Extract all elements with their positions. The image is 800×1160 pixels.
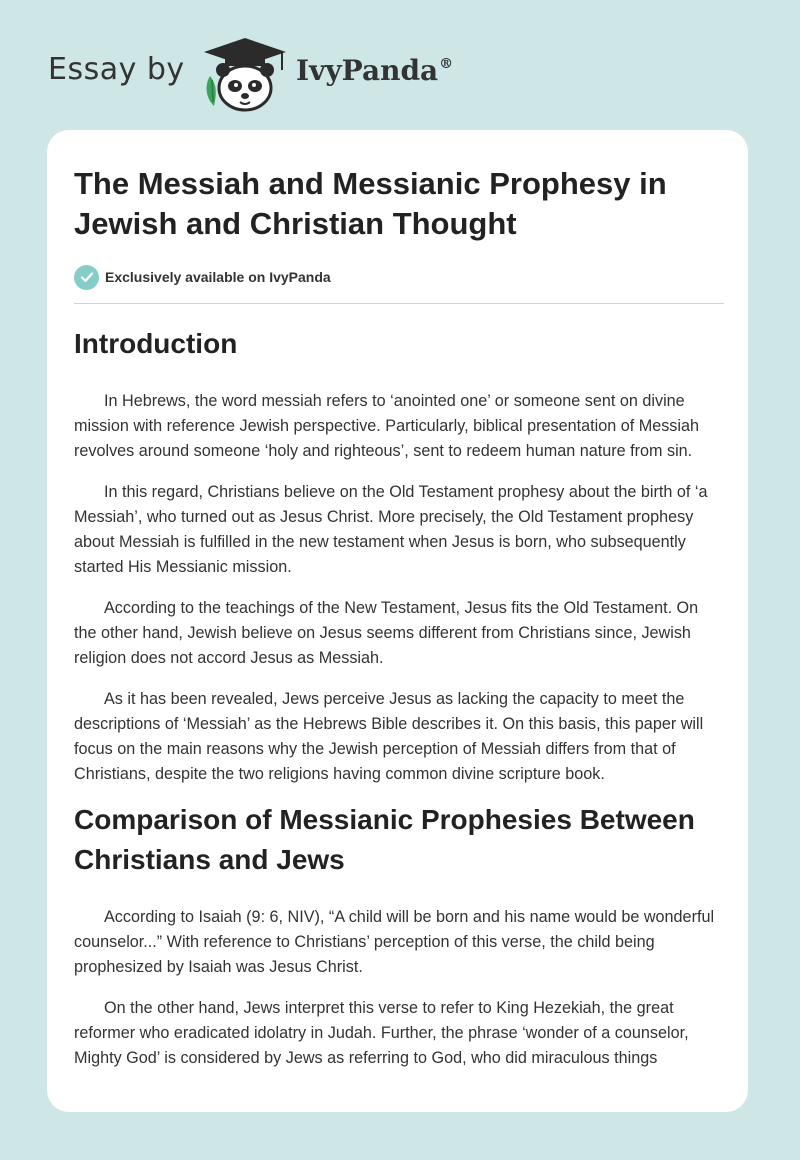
exclusive-badge-label: Exclusively available on IvyPanda bbox=[105, 269, 331, 285]
paragraph: According to Isaiah (9: 6, NIV), “A child will be born and his name would be wonderful counselor...” With reference to Christians’ perception of this verse, the child being prophesized by Isaiah was Jesus Christ. bbox=[74, 908, 715, 976]
exclusive-badge bbox=[74, 264, 331, 290]
divider bbox=[74, 303, 724, 304]
essay-by-label: Essay by bbox=[48, 52, 185, 87]
registered-mark: ® bbox=[439, 56, 454, 72]
section-heading: Comparison of Messianic Prophesies Between Christians and Jews bbox=[74, 804, 695, 875]
paragraph: According to the teachings of the New Testament, Jesus fits the Old Testament. On the other hand, Jewish believe on Jesus seems different from Christians since, Jewish religion does not accord Jesus as Messiah. bbox=[74, 599, 699, 667]
paragraph: On the other hand, Jews interpret this verse to refer to King Hezekiah, the great reformer who eradicated idolatry in Judah. Further, the phrase ‘wonder of a counselor, Mighty God’ is considered by Jews as referring to God, who did miraculous things bbox=[74, 999, 689, 1067]
site-header bbox=[48, 30, 548, 110]
paragraph: In this regard, Christians believe on the Old Testament prophesy about the birth of ‘a Messiah’, who turned out as Jesus Christ. More precisely, the Old Testament prophesy about Messiah is fulfilled in the new testament when Jesus is born, who subsequently started His Messianic mission. bbox=[74, 483, 708, 576]
panda-graduate-icon[interactable] bbox=[200, 36, 290, 112]
article-title: The Messiah and Messianic Prophesy in Jewish and Christian Thought bbox=[74, 166, 667, 241]
paragraph: In Hebrews, the word messiah refers to ‘anointed one’ or someone sent on divine mission with reference Jewish perspective. Particularly, biblical presentation of Messiah revolves around someone ‘holy and righteous’, sent to redeem human nature from sin. bbox=[74, 392, 699, 460]
brand-logo[interactable] bbox=[296, 54, 453, 87]
brand-name: IvyPanda bbox=[296, 54, 439, 87]
section-heading: Introduction bbox=[74, 328, 238, 359]
paragraph: As it has been revealed, Jews perceive Jesus as lacking the capacity to meet the descriptions of ‘Messiah’ as the Hebrews Bible describes it. On this basis, this paper will focus on the main reasons why the Jewish perception of Messiah differs from that of Christians, despite the two religions having common divine scripture book. bbox=[74, 690, 704, 783]
article-card bbox=[47, 130, 748, 1112]
check-icon bbox=[74, 265, 99, 290]
